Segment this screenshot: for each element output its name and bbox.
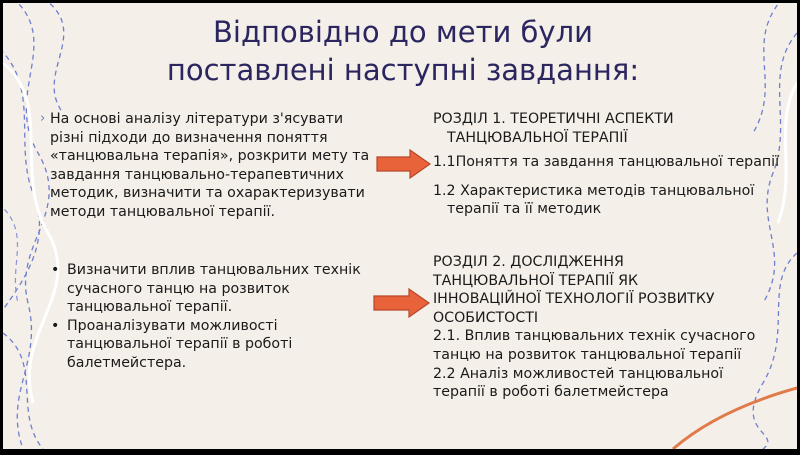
task-1-text: На основі аналізу літератури з'ясувати різні підходи до визначення поняття «танцювальна терапія», розкрити мету та завдання танцювально-терапевтичних методик, визначити та охарактеризувати методи танцювальної терапії. xyxy=(50,111,370,220)
section-2-item-1-line-1: 2.1. Вплив танцювальних технік сучасного xyxy=(433,328,756,345)
section-1-item-1: 1.1Поняття та завдання танцювальної терапії xyxy=(433,154,780,171)
section-1-heading-line-2: ТАНЦЮВАЛЬНОЇ ТЕРАПІЇ xyxy=(447,129,628,146)
slide xyxy=(3,3,797,449)
page-title xyxy=(123,13,683,89)
task-list xyxy=(51,261,371,373)
bullet-icon: › xyxy=(40,111,46,126)
deco-curve-left-4 xyxy=(3,203,18,303)
section-2-item-2-line-1: 2.2 Аналіз можливостей танцювальної xyxy=(433,365,724,382)
section-1-item-2-line-2: терапії та її методик xyxy=(447,201,602,218)
arrow-right-icon-2 xyxy=(373,288,431,318)
section-2-heading-line-2: ТАНЦЮВАЛЬНОЇ ТЕРАПІЇ ЯК xyxy=(433,272,639,289)
deco-curve-left-3 xyxy=(43,3,64,113)
task-1 xyxy=(40,110,380,222)
title-line-2: поставлені наступні завдання: xyxy=(166,53,640,87)
section-2-item-1-line-2: танцю на розвиток танцювальної терапії xyxy=(433,346,742,363)
task-2: • Визначити вплив танцювальних технік сучасного танцю на розвиток танцювальної терапії. xyxy=(51,261,371,317)
section-2-heading-line-4: ОСОБИСТОСТІ xyxy=(433,309,539,326)
task-3: • Проаналізувати можливості танцювальної терапії в роботі балетмейстера. xyxy=(51,317,371,373)
section-1-item-2-line-1: 1.2 Характеристика методів танцювальної xyxy=(433,182,755,199)
section-1-heading-line-1: РОЗДІЛ 1. ТЕОРЕТИЧНІ АСПЕКТИ xyxy=(433,111,674,127)
section-2 xyxy=(433,253,783,402)
section-2-heading-line-1: РОЗДІЛ 2. ДОСЛІДЖЕННЯ xyxy=(433,254,624,270)
deco-curve-left-5 xyxy=(3,333,43,449)
arrow-right-icon-1 xyxy=(376,149,432,179)
title-line-1: Відповідно до мети були xyxy=(213,15,593,49)
section-2-heading-line-3: ІННОВАЦІЙНОЇ ТЕХНОЛОГІЇ РОЗВИТКУ xyxy=(433,291,715,308)
section-1 xyxy=(433,110,783,219)
section-2-item-2-line-2: терапії в роботі балетмейстера xyxy=(433,384,669,401)
